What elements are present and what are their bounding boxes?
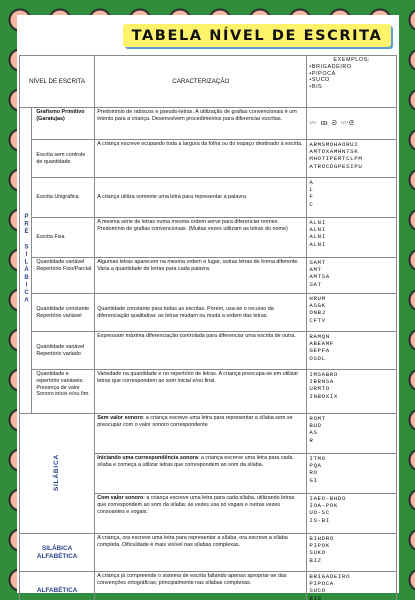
row-caracterizacao: Algumas letras aparecem na mesma ordem e lugar, outras letras de forma diferente. Varia a quantidade de letras para cada palavra. xyxy=(95,258,307,294)
row-examples: HRUM ASGK ONBJ CFTV xyxy=(307,294,397,332)
row-caracterizacao: Com valor sonoro: a criança escreve uma letra para cada sílaba, utilizando letras que correspondem ao som da sílaba; às vezes usa só vogais e outras vezes consoantes e vogais. xyxy=(95,494,307,534)
row-caracterizacao: Expressam máxima diferenciação controlada para diferenciar uma escrita de outra. xyxy=(95,332,307,370)
row-examples: BIHDRO PIPOK SUKO BIZ xyxy=(307,534,397,572)
table-row xyxy=(20,332,397,370)
document-title: TABELA NÍVEL DE ESCRITA xyxy=(131,27,383,44)
table-row xyxy=(20,414,397,454)
title-banner xyxy=(123,24,391,47)
example-word: • SUCO xyxy=(309,77,394,84)
row-examples: IAEO-BHDO IOA-POK UO-SC IS-BI xyxy=(307,494,397,534)
row-examples: ARMSMOHAORUI AMTOXAMHNTSK MHOTIPERTCLPM ATROCDGPESIPU xyxy=(307,140,397,178)
table-row xyxy=(20,108,397,140)
row-nivel: Escrita Unigráfica xyxy=(32,178,95,218)
example-word: • BIS xyxy=(309,84,394,91)
table-header-row xyxy=(20,56,397,108)
row-caracterizacao: Iniciando uma correspondência sonora: a criança escreve uma letra para cada sílaba e começa a utilizar letras que correspondem ao som da sílaba. xyxy=(95,454,307,494)
row-caracterizacao: Variedade na quantidade e no repertório de letras. A criança preocupa-se em utilizar letras que correspondem ao som inicial e/ou final. xyxy=(95,370,307,414)
row-examples: ITMO PQA RO GI xyxy=(307,454,397,494)
row-examples: ROMT BUD AS R xyxy=(307,414,397,454)
row-caracterizacao: A criança utiliza somente uma letra para representar a palavra. xyxy=(95,178,307,218)
exemplos-label: EXEMPLOS: xyxy=(333,57,370,63)
table-row xyxy=(20,370,397,414)
row-caracterizacao: Sem valor sonoro: a criança escreve uma letra para representar a sílaba sem se preocupar com o valor sonoro correspondente xyxy=(95,414,307,454)
row-nivel: Grafismo Primitivo (Garatujas) xyxy=(32,108,95,140)
header-exemplos xyxy=(307,56,397,108)
silabica-alfabetica-label: SILÁBICA ALFABÉTICA xyxy=(20,534,95,572)
row-caracterizacao: A mesma série de letras numa mesma ordem serve para diferenciar nomes. Predomínio de grafias convencionais. (Muitas vezes utilizam as letras do nome) xyxy=(95,218,307,258)
row-caracterizacao: A criança, ora escreve uma letra para representar a sílaba, ora escreve a sílaba completa. Dificuldade é mais visível nas sílabas complexas. xyxy=(95,534,307,572)
example-word: • BRIGADEIRO xyxy=(309,64,394,71)
row-nivel: Quantidade variável Repertório variado xyxy=(32,332,95,370)
table-row xyxy=(20,534,397,572)
row-nivel: Escrita Fixa xyxy=(32,218,95,258)
table-row xyxy=(20,178,397,218)
table-row xyxy=(20,572,397,600)
row-nivel: Quantidade constante Repertório variável xyxy=(32,294,95,332)
row-caracterizacao: Predomínio de rabiscos e pseudo-letras. A utilização de grafias convencionais é um intento para a criança. Desenvolvem procedimentos para diferenciar escritas. xyxy=(95,108,307,140)
silabica-label-cell xyxy=(20,414,95,534)
row-nivel: Quantidade e repertório variáveis. Presença de valor Sonoro inicio e/ou fim. xyxy=(32,370,95,414)
row-examples: RAMQN ABEAMF GEPFA OSDL xyxy=(307,332,397,370)
table-row xyxy=(20,218,397,258)
table-row xyxy=(20,258,397,294)
pre-silabica-label: PRÉ SILÁBICA xyxy=(23,213,30,305)
example-word: • PIPOCA xyxy=(309,71,394,78)
pre-silabica-label-cell xyxy=(20,108,32,414)
table-row xyxy=(20,294,397,332)
silabica-label: SILÁBICA xyxy=(53,453,61,491)
header-caracterizacao: CARACTERIZAÇÃO xyxy=(95,56,307,108)
row-examples: BRIGADEIRO PIPOCA SUCO BIS xyxy=(307,572,397,600)
header-nivel: NÍVEL DE ESCRITA xyxy=(20,56,95,108)
table-row xyxy=(20,140,397,178)
row-nivel: Escrita sem controle de quantidade xyxy=(32,140,95,178)
alfabetica-label: ALFABÉTICA xyxy=(20,572,95,600)
row-caracterizacao: A criança já compreende o sistema de escrita faltando apenas apropriar-se das convenções ortográficas; principalmente nas sílabas complexas. xyxy=(95,572,307,600)
row-examples: SAMT AMT AMTSA SAT xyxy=(307,258,397,294)
row-caracterizacao: A criança escreve ocupando toda a largura da folha ou do espaço destinado à escrita. xyxy=(95,140,307,178)
row-examples: ALNI ALNI ALNI ALNI xyxy=(307,218,397,258)
row-examples: A L F C xyxy=(307,178,397,218)
row-examples: 〰 ꝏ ᘐ 〰ᘓ xyxy=(307,108,397,140)
row-nivel: Quantidade variável Repertório Fixo/Parcial xyxy=(32,258,95,294)
row-examples: IMSABRO IBRNSA URMTO INBOXIX xyxy=(307,370,397,414)
writing-levels-table xyxy=(19,55,397,600)
row-caracterizacao: Quantidade constante para todas as escritas. Porém, usa-se o recurso da diferenciação qualitativa: as letras mudam ou muda a ordem das letras. xyxy=(95,294,307,332)
